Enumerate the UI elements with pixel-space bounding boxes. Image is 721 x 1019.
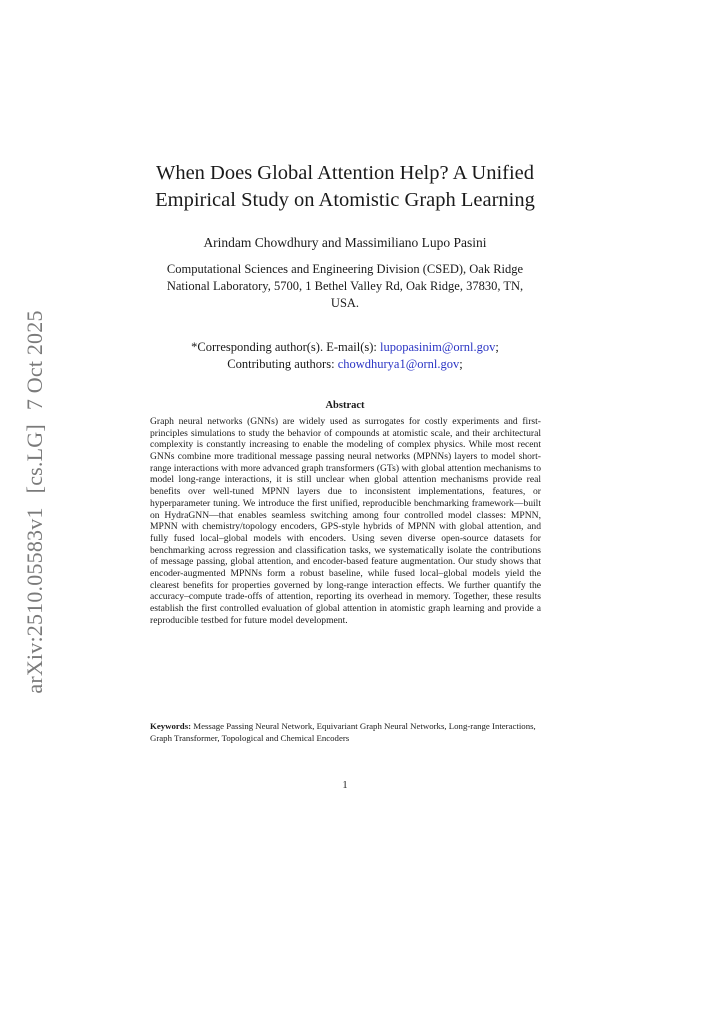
abstract-heading: Abstract: [325, 400, 365, 411]
affiliation-line-2: National Laboratory, 5700, 1 Bethel Valley Rd, Oak Ridge, 37830, TN,: [166, 279, 524, 293]
contact-info: [100, 339, 590, 373]
contributing-authors-line: [100, 356, 590, 373]
corresponding-email-link[interactable]: lupopasinim@ornl.gov: [380, 340, 496, 354]
corresponding-author-line: [100, 339, 590, 356]
arxiv-identifier-stamp: [22, 296, 48, 693]
keywords-text: Message Passing Neural Network, Equivariant Graph Neural Networks, Long-range Interactions, Graph Transformer, Topological and Chemical Encoders: [150, 721, 536, 743]
title-line-1: When Does Global Attention Help? A Unified: [155, 162, 535, 184]
arxiv-date: 7 Oct 2025: [22, 310, 47, 411]
contributing-suffix: ;: [459, 357, 463, 371]
abstract-body: [150, 416, 541, 626]
arxiv-id: arXiv:2510.05583v1: [22, 507, 47, 694]
title-line-2: Empirical Study on Atomistic Graph Learning: [155, 189, 535, 211]
arxiv-category: [cs.LG]: [22, 424, 47, 494]
affiliation-line-1: Computational Sciences and Engineering Division (CSED), Oak Ridge: [166, 262, 524, 276]
paper-title: [100, 160, 590, 214]
affiliation-line-3: USA.: [330, 296, 360, 310]
contributing-email-link[interactable]: chowdhurya1@ornl.gov: [337, 357, 460, 371]
corresponding-suffix: ;: [495, 340, 499, 354]
corresponding-prefix: *Corresponding author(s). E-mail(s):: [191, 340, 381, 354]
keywords-label: Keywords:: [150, 721, 192, 731]
contributing-prefix: Contributing authors:: [227, 357, 338, 371]
abstract-text: Graph neural networks (GNNs) are widely used as surrogates for costly experiments and first-principles simulations to study the behavior of compounds at atomistic scale, and their architectural complexity is constantly increasing to enable the modeling of complex physics. While most recent GNNs combine more traditional message passing neural networks (MPNNs) layers to model short-range interactions with more advanced graph transformers (GTs) with global attention mechanisms to model long-range interactions, it is still unclear when global attention mechanisms provide real benefits over well-tuned MPNN layers due to inconsistent implementations, features, or hyperparameter tuning. We introduce the first unified, reproducible benchmarking framework—built on HydraGNN—that enables seamless switching among four controlled model classes: MPNN, MPNN with chemistry/topology encoders, GPS-style hybrids of MPNN with global attention, and fully fused local–global models with encoders. Using seven diverse open-source datasets for benchmarking across regression and classification tasks, we systematically isolate the contributions of message passing, global attention, and encoder-based feature augmentation. Our study shows that encoder-augmented MPNNs form a robust baseline, while fused local–global models yield the clearest benefits for properties governed by long-range interaction effects. We further quantify the accuracy–compute trade-offs of attention, reporting its overhead in memory. Together, these results establish the first controlled evaluation of global attention in atomistic graph learning and provide a reproducible testbed for future model development.: [150, 416, 541, 626]
affiliation: [133, 261, 557, 312]
author-list: Arindam Chowdhury and Massimiliano Lupo Pasini: [203, 235, 487, 250]
page-number: 1: [342, 780, 348, 791]
keywords: [150, 721, 541, 744]
